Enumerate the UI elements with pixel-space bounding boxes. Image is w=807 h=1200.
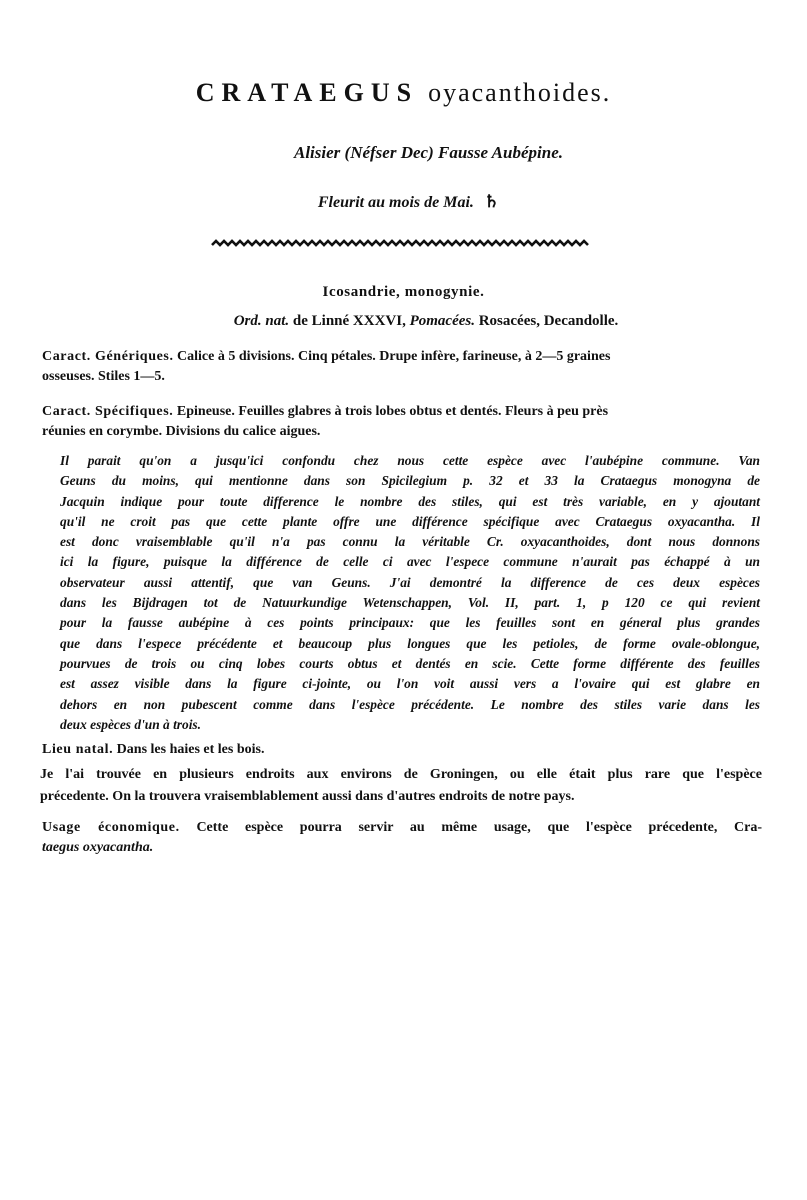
- page-title: [0, 78, 807, 108]
- specific-line-1: Epineuse. Feuilles glabres à trois lobes obtus et dentés. Fleurs à peu près: [176, 404, 609, 419]
- title-genus: CRATAEGUS: [195, 78, 419, 107]
- usage-line-1: [42, 818, 762, 838]
- description-line: que dans l'espece précédente et beaucoup plus longues que les petioles, de forme ovale-oblongue,: [60, 635, 760, 651]
- generic-label: Caract. Génériques.: [42, 349, 174, 364]
- habitat-label: Lieu natal.: [42, 742, 114, 757]
- linnaean-class: Icosandrie, monogynie.: [322, 284, 485, 300]
- description-line: pour la fausse aubépine à ces points principaux: que les feuilles sont en géneral plus grandes: [60, 615, 760, 631]
- specific-characters: [42, 402, 762, 442]
- description-line: Geuns du moins, qui mentionne dans son Spicilegium p. 32 et 33 la Crataegus monogyna de: [60, 473, 760, 489]
- description-line: est donc vraisemblable qu'il n'a pas connu la véritable Cr. oxyacanthoides, dont nous donnons: [60, 534, 760, 550]
- specific-line-2: réunies en corymbe. Divisions du calice aigues.: [42, 424, 321, 439]
- habitat-details: [40, 764, 762, 808]
- usage-label: Usage économique.: [42, 820, 180, 835]
- ord-rest: Rosacées, Decandolle.: [478, 313, 619, 329]
- description-line: dans les Bijdragen tot de Natuurkundige Wetenschappen, Vol. II, part. 1, p 120 ce qui revient: [60, 595, 760, 611]
- flowering-line: [0, 192, 807, 212]
- description-line: deux espèces d'un à trois.: [60, 716, 201, 732]
- habitat-text: Dans les haies et les bois.: [116, 742, 265, 757]
- generic-line-1: Calice à 5 divisions. Cinq pétales. Drupe infère, farineuse, à 2—5 graines: [177, 349, 611, 364]
- description-paragraph: [60, 451, 760, 735]
- ord-label: Ord. nat.: [233, 313, 290, 329]
- generic-line-2: osseuses. Stiles 1—5.: [42, 369, 165, 384]
- description-line: est assez visible dans la figure ci-jointe, ou l'on voit aussi vers a l'ovaire qui est glabre en: [60, 676, 760, 692]
- description-line: pourvues de trois ou cinq lobes courts obtus et dentés en scie. Cette forme différente des feuilles: [60, 655, 760, 671]
- ord-text: de Linné XXXVI,: [292, 313, 406, 329]
- usage-line-2: taegus oxyacantha.: [42, 840, 154, 855]
- description-line: observateur aussi attentif, que van Geuns. J'ai demontré la difference de ces deux espèces: [60, 574, 760, 590]
- usage-section: [42, 818, 762, 858]
- generic-characters: [42, 347, 762, 387]
- title-species: oyacanthoides.: [428, 78, 612, 107]
- usage-text-1: Cette espèce pourra servir au même usage, que l'espèce précedente, Cra-: [196, 820, 763, 835]
- ord-pomacees: Pomacées.: [409, 313, 475, 329]
- common-names: Alisier (Néfser Dec) Fausse Aubépine.: [294, 143, 563, 162]
- ornamental-rule: [210, 236, 590, 252]
- description-line: dehors en non pubescent comme dans l'espèce précédente. Le nombre des stiles varie dans les: [60, 696, 760, 712]
- specific-label: Caract. Spécifiques.: [42, 404, 174, 419]
- description-line: Il parait qu'on a jusqu'ici confondu chez nous cette espèce avec l'aubépine commune. Van: [60, 453, 760, 468]
- flowering-text: Fleurit au mois de Mai.: [317, 194, 474, 211]
- description-line: qu'il ne croit pas que cette plante offre une différence spécifique avec Crataegus oxyacantha. Il: [60, 513, 760, 529]
- habitat-heading: [42, 740, 762, 760]
- habitat-line-1: Je l'ai trouvée en plusieurs endroits aux environs de Groningen, ou elle était plus rare que l'espèce: [40, 767, 762, 782]
- natural-order: [0, 313, 807, 330]
- description-line: Jacquin indique pour toute difference le nombre des stiles, qui est très variable, en y ajoutant: [60, 493, 760, 509]
- habitat-line-2: précedente. On la trouvera vraisemblablement aussi dans d'autres endroits de notre pays.: [40, 789, 575, 804]
- perennial-symbol: ♄: [483, 192, 500, 211]
- description-line: ici la figure, puisque la différence de celle ci avec l'espece commune n'aurait pas échappé à un: [60, 554, 760, 570]
